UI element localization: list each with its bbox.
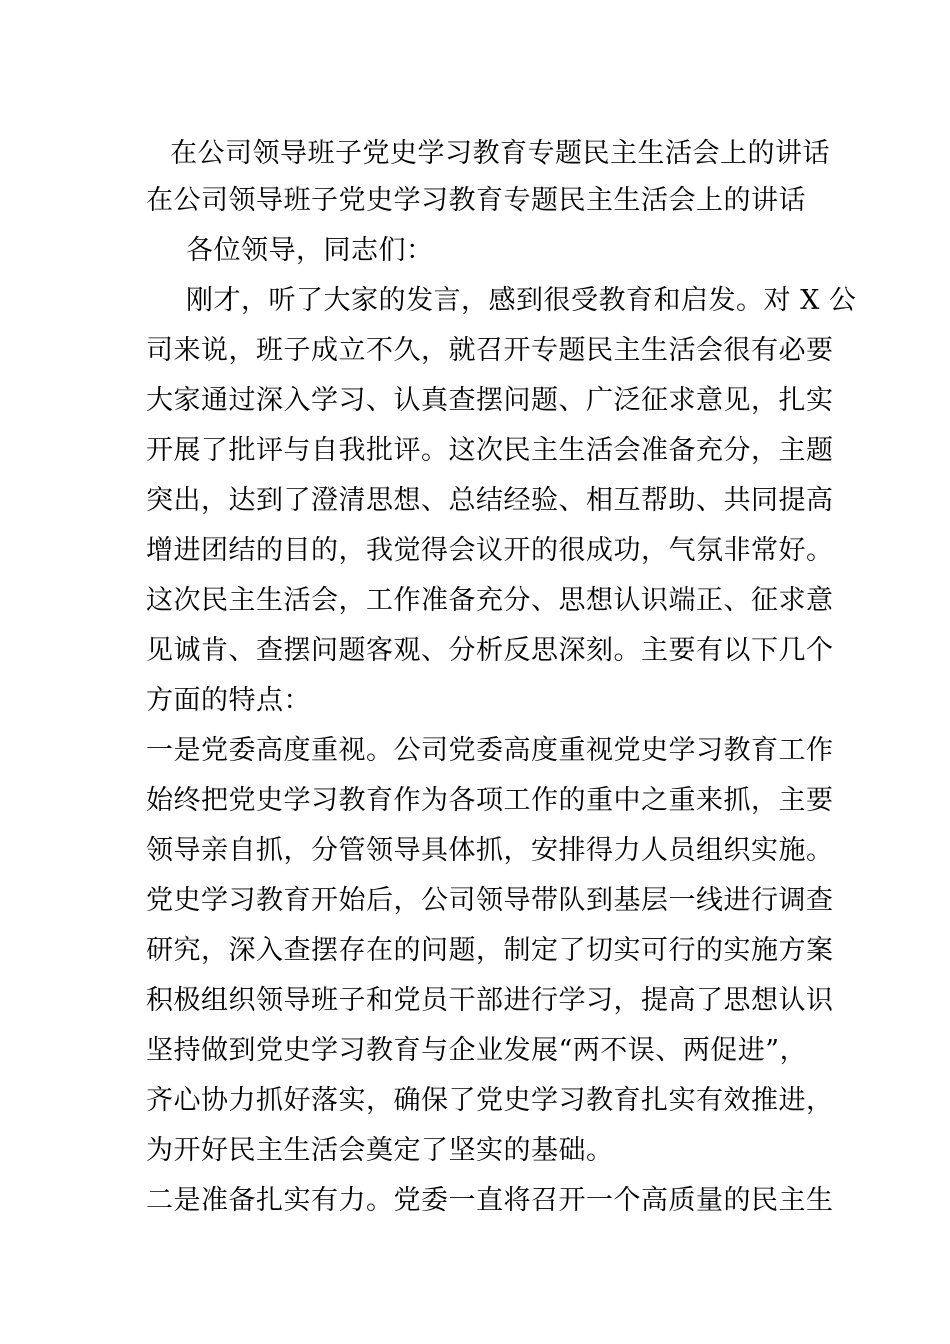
body-line: 二是准备扎实有力。党委一直将召开一个高质量的民主生 bbox=[146, 1185, 834, 1216]
body-line: 始终把党史学习教育作为各项工作的重中之重来抓，主要 bbox=[146, 785, 834, 816]
body-line: 这次民主生活会，工作准备充分、思想认识端正、征求意 bbox=[146, 585, 834, 616]
body-line: 一是党委高度重视。公司党委高度重视党史学习教育工作 bbox=[146, 735, 834, 766]
body-line: 齐心协力抓好落实，确保了党史学习教育扎实有效推进， bbox=[146, 1085, 834, 1116]
body-line: 积极组织领导班子和党员干部进行学习，提高了思想认识 bbox=[146, 985, 834, 1016]
body-line: 方面的特点： bbox=[146, 685, 311, 716]
body-line: 大家通过深入学习、认真查摆问题、广泛征求意见，扎实 bbox=[146, 385, 834, 416]
body-line: 为开好民主生活会奠定了坚实的基础。 bbox=[146, 1135, 614, 1166]
body-line: 增进团结的目的，我觉得会议开的很成功，气氛非常好。 bbox=[146, 535, 834, 566]
body-line: 研究，深入查摆存在的问题，制定了切实可行的实施方案 bbox=[146, 935, 834, 966]
greeting: 各位领导，同志们： bbox=[186, 235, 434, 266]
body-line: 见诚肯、查摆问题客观、分析反思深刻。主要有以下几个 bbox=[146, 635, 834, 666]
body-line: 司来说，班子成立不久，就召开专题民主生活会很有必要 bbox=[146, 335, 834, 366]
body-line: 开展了批评与自我批评。这次民主生活会准备充分，主题 bbox=[146, 435, 834, 466]
body-line: 党史学习教育开始后，公司领导带队到基层一线进行调查 bbox=[146, 885, 834, 916]
body-line: 坚持做到党史学习教育与企业发展“两不误、两促进”， bbox=[146, 1035, 808, 1066]
body-line: 突出，达到了澄清思想、总结经验、相互帮助、共同提高 bbox=[146, 485, 834, 516]
document-title-line-2: 在公司领导班子党史学习教育专题民主生活会上的讲话 bbox=[146, 185, 806, 216]
document-title-line-1: 在公司领导班子党史学习教育专题民主生活会上的讲话 bbox=[170, 138, 830, 169]
body-line: 领导亲自抓，分管领导具体抓，安排得力人员组织实施。 bbox=[146, 835, 834, 866]
body-line: 刚才，听了大家的发言，感到很受教育和启发。对 X 公 bbox=[186, 285, 857, 316]
